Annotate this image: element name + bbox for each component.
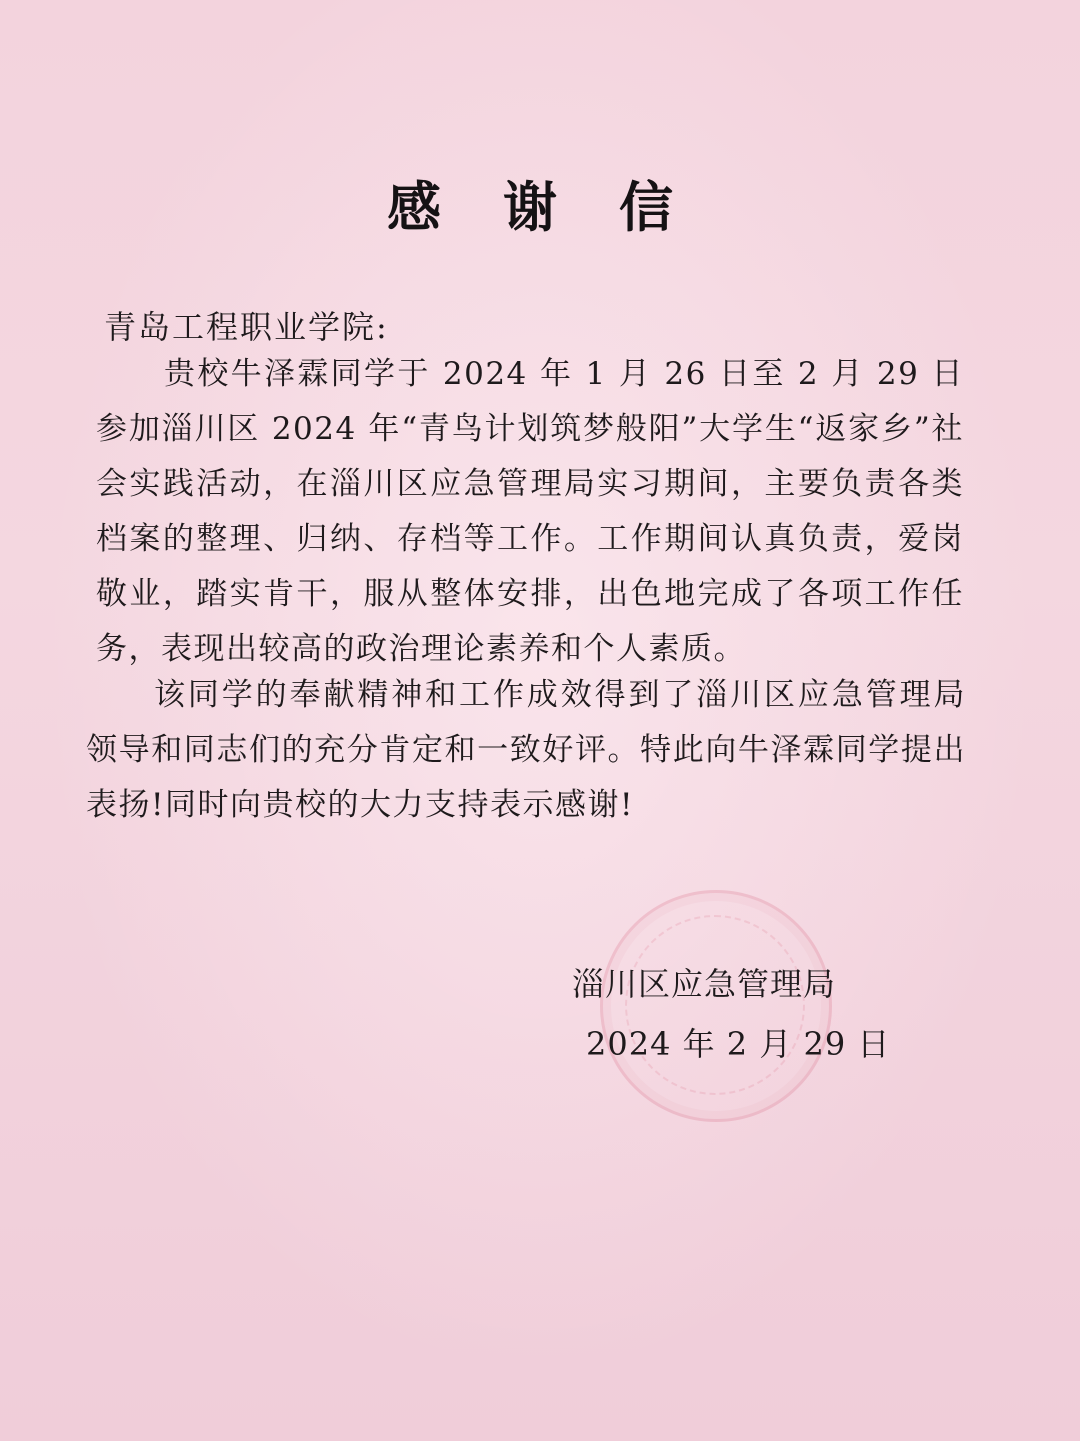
body-paragraph-1: 贵校牛泽霖同学于 2024 年 1 月 26 日至 2 月 29 日参加淄川区 2024 年“青鸟计划筑梦般阳”大学生“返家乡”社会实践活动，在淄川区应急管理局实习期间，主要负责各类档案的整理、归纳、存档等工作。工作期间认真负责，爱岗敬业，踏实肯干，服从整体安排，出色地完成了各项工作任务，表现出较高的政治理论素养和个人素质。: [96, 356, 964, 667]
signature-organization: 淄川区应急管理局: [572, 965, 837, 1003]
signature-date: 2024 年 2 月 29 日: [586, 1025, 891, 1063]
official-seal: [600, 890, 832, 1122]
salutation: 青岛工程职业学院:: [104, 308, 389, 346]
body-paragraph-2: 该同学的奉献精神和工作成效得到了淄川区应急管理局领导和同志们的充分肯定和一致好评。特此向牛泽霖同学提出表扬!同时向贵校的大力支持表示感谢!: [86, 677, 966, 823]
letter-title: 感谢信: [387, 176, 735, 239]
